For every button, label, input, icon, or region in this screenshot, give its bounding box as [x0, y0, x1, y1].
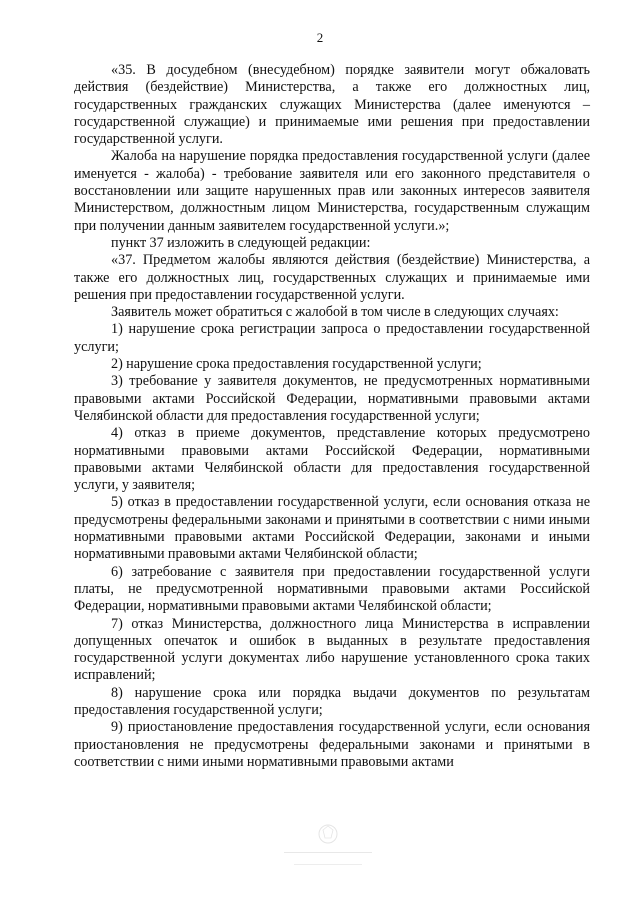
list-item-6: 6) затребование с заявителя при предоставлении государственной услуги платы, не предусмотренной нормативными правовыми актами Российской Федерации, нормативными правовыми актами Челябинской области;	[74, 563, 590, 615]
paragraph-35-appeal: «35. В досудебном (внесудебном) порядке заявители могут обжаловать действия (бездействие) Министерства, а также его должностных лиц, государственных гражданских служащих Министерства (далее именуются – государственной служащие) и принимаемые ими решения при предоставлении государственной услуги.	[74, 62, 590, 148]
faint-stamp-watermark	[268, 818, 388, 878]
stamp-emblem-icon	[268, 818, 388, 878]
list-item-9: 9) приостановление предоставления государственной услуги, если основания приостановления не предусмотрены федеральными законами и принятыми в соответствии с ними иными нормативными правовыми актами	[74, 719, 590, 770]
list-item-4: 4) отказ в приеме документов, представление которых предусмотрено нормативными правовыми актами Российской Федерации, нормативными правовыми актами Челябинской области для предоставления государственной услуги, у заявителя;	[74, 425, 590, 494]
list-item-3: 3) требование у заявителя документов, не предусмотренных нормативными правовыми актами Российской Федерации, нормативными правовыми актами Челябинской области для предоставления государственной услуги;	[74, 373, 590, 424]
paragraph-cases-intro: Заявитель может обратиться с жалобой в том числе в следующих случаях:	[111, 304, 559, 321]
list-item-7: 7) отказ Министерства, должностного лица Министерства в исправлении допущенных опечаток и ошибок в выданных в результате предоставления государственной услуги документах либо нарушение установленного срока таких исправлений;	[74, 615, 590, 684]
paragraph-complaint-definition: Жалоба на нарушение порядка предоставления государственной услуги (далее именуется - жалоба) - требование заявителя или его законного представителя о восстановлении или защите нарушенных прав или законных интересов заявителя Министерством, должностным лицом Министерства, государственным служащим при получении данным заявителем государственной услуги.»;	[74, 148, 590, 234]
list-item-1: 1) нарушение срока регистрации запроса о предоставлении государственной услуги;	[74, 321, 590, 355]
list-item-2: 2) нарушение срока предоставления государственной услуги;	[111, 356, 482, 373]
paragraph-37-subject: «37. Предметом жалобы являются действия (бездействие) Министерства, а также его должностных лиц, государственных служащих и принимаемые ими решения при предоставлении государственной услуги.	[74, 252, 590, 303]
page-number: 2	[316, 30, 324, 45]
paragraph-amend-37: пункт 37 изложить в следующей редакции:	[111, 234, 371, 251]
document-body	[74, 62, 590, 771]
list-item-5: 5) отказ в предоставлении государственной услуги, если основания отказа не предусмотрены федеральными законами и принятыми в соответствии с ними иными нормативными правовыми актами Российской Федерации, законами и иными нормативными правовыми актами Челябинской области;	[74, 494, 590, 563]
list-item-8: 8) нарушение срока или порядка выдачи документов по результатам предоставления государственной услуги;	[74, 684, 590, 718]
